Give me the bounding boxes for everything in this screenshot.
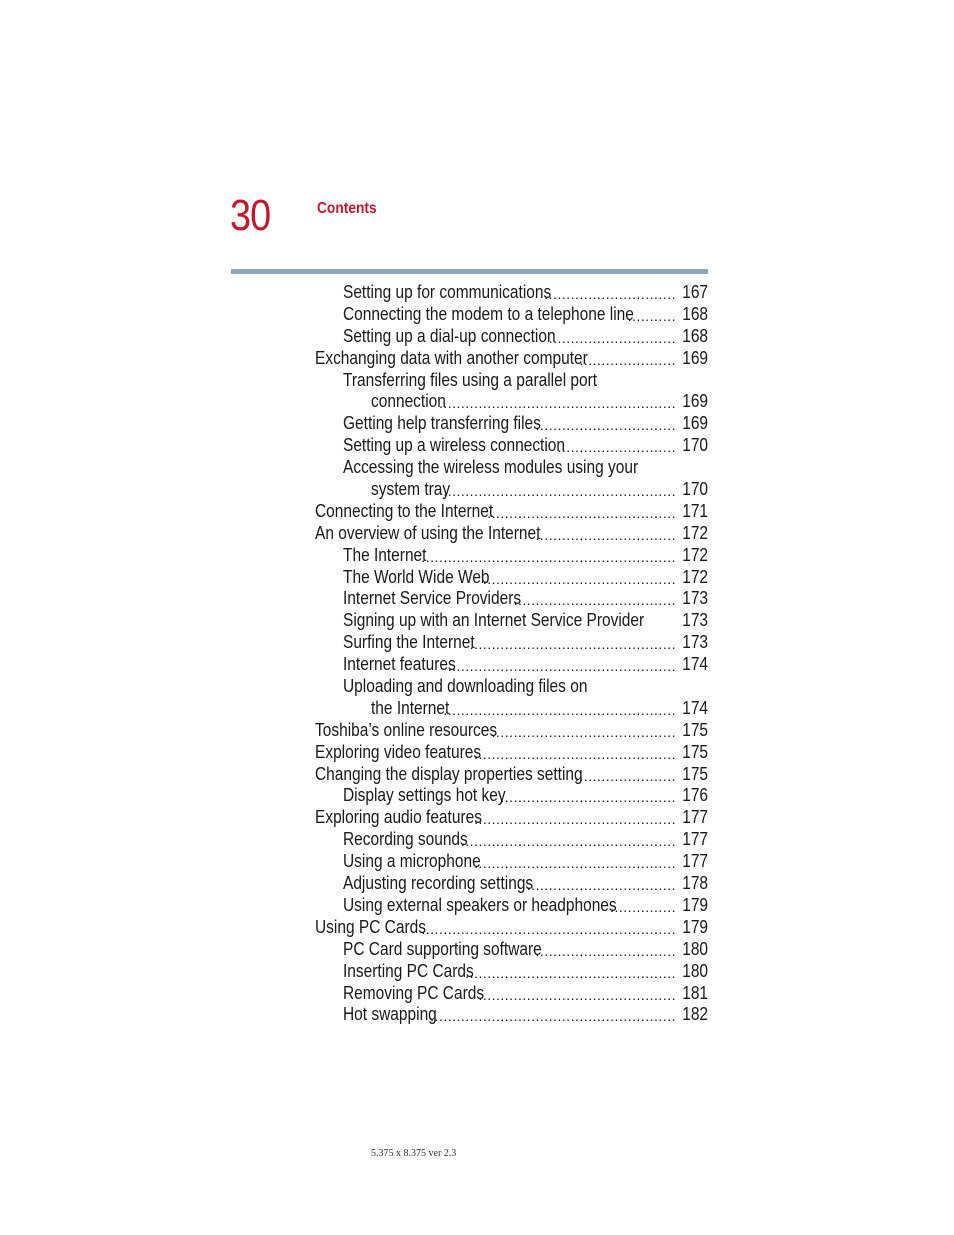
- dot-leader: .....................................: [513, 592, 676, 609]
- toc-entry-title: connection: [371, 391, 446, 412]
- dot-leader: ..........................................................: [421, 920, 676, 937]
- dot-leader: ................................: [535, 417, 676, 434]
- toc-entry[interactable]: [315, 895, 708, 917]
- dot-leader: ........................................: [500, 789, 676, 806]
- toc-entry-page-number: 170: [682, 435, 708, 456]
- header-rule: [231, 269, 708, 274]
- toc-entry-title: Exploring audio features: [315, 807, 482, 828]
- dot-leader: ...........: [627, 307, 676, 324]
- toc-entry-page-number: 169: [682, 391, 708, 412]
- toc-entry-title: An overview of using the Internet: [315, 522, 541, 543]
- footer-note: 5.375 x 8.375 ver 2.3: [371, 1148, 457, 1159]
- toc-entry[interactable]: [315, 567, 708, 589]
- dot-leader: .......................: [575, 767, 676, 784]
- toc-entry[interactable]: [315, 326, 708, 348]
- toc-entry-title: Using PC Cards: [315, 916, 426, 937]
- dot-leader: .................................................: [460, 833, 676, 850]
- toc-entry[interactable]: [315, 1004, 708, 1026]
- dot-leader: .....................................................: [443, 701, 676, 718]
- toc-entry-title: PC Card supporting software: [343, 938, 542, 959]
- toc-entry-title: Recording sounds: [343, 829, 468, 850]
- dot-leader: ........................................................: [430, 1008, 676, 1025]
- dot-leader: ............................................: [482, 570, 676, 587]
- toc-entry-page-number: 174: [682, 697, 708, 718]
- toc-entry-page-number: 173: [682, 588, 708, 609]
- toc-entry-title: Hot swapping: [343, 1004, 437, 1025]
- toc-entry-title: Display settings hot key: [343, 785, 506, 806]
- dot-leader: ..................................: [526, 877, 676, 894]
- dot-leader: ....................................................: [447, 658, 676, 675]
- toc-entry-title: Setting up a wireless connection: [343, 435, 566, 456]
- dot-leader: ...............: [610, 898, 676, 915]
- toc-entry[interactable]: [315, 654, 708, 676]
- toc-entry-title: Removing PC Cards: [343, 982, 485, 1003]
- dot-leader: ......................: [579, 351, 676, 368]
- toc-entry[interactable]: [315, 435, 708, 457]
- toc-entry-page-number: 177: [682, 829, 708, 850]
- toc-entry-title: The World Wide Web: [343, 566, 490, 587]
- dot-leader: ...........................................: [487, 504, 676, 521]
- toc-entry[interactable]: [315, 829, 708, 851]
- toc-entry-title: Using a microphone: [343, 851, 481, 872]
- toc-entry[interactable]: [315, 698, 708, 720]
- toc-entry-page-number: 168: [682, 303, 708, 324]
- toc-entry-page-number: 181: [682, 982, 708, 1003]
- dot-leader: .............................................: [478, 986, 676, 1003]
- toc-entry-page-number: 173: [682, 610, 708, 631]
- dot-leader: ..............................................: [474, 811, 676, 828]
- toc-entry[interactable]: [315, 413, 708, 435]
- toc-entry-page-number: 171: [682, 500, 708, 521]
- dot-leader: ................................................: [465, 964, 676, 981]
- toc-entry[interactable]: [315, 632, 708, 654]
- toc-entry-page-number: 168: [682, 325, 708, 346]
- toc-entry-page-number: 182: [682, 1004, 708, 1025]
- toc-entry[interactable]: [315, 720, 708, 742]
- toc-entry[interactable]: [315, 807, 708, 829]
- dot-leader: ..............................................: [474, 855, 676, 872]
- toc-entry-page-number: 177: [682, 851, 708, 872]
- toc-entry-title: Toshiba’s online resources: [315, 719, 498, 740]
- toc-entry-page-number: 180: [682, 938, 708, 959]
- toc-entry[interactable]: [315, 764, 708, 786]
- toc-entry-title: Setting up for communications: [343, 282, 552, 302]
- toc-entry-title: Transferring files using a parallel port: [343, 369, 598, 390]
- toc-entry[interactable]: [315, 282, 708, 304]
- toc-entry-page-number: 167: [682, 282, 708, 302]
- toc-entry-page-number: 175: [682, 763, 708, 784]
- dot-leader: .............................: [548, 329, 676, 346]
- toc-entry[interactable]: [315, 873, 708, 895]
- toc-entry-title: the Internet: [371, 697, 450, 718]
- toc-entry[interactable]: [315, 851, 708, 873]
- toc-entry[interactable]: [315, 304, 708, 326]
- toc-entry-title: system tray: [371, 479, 451, 500]
- toc-entry-page-number: 175: [682, 741, 708, 762]
- toc-entry-title: Connecting to the Internet: [315, 500, 494, 521]
- toc-entry[interactable]: [315, 348, 708, 370]
- toc-entry-page-number: 173: [682, 632, 708, 653]
- dot-leader: ..........................................................: [421, 548, 676, 565]
- toc-entry[interactable]: [315, 501, 708, 523]
- toc-entry[interactable]: [315, 523, 708, 545]
- toc-entry-title: Connecting the modem to a telephone line: [343, 303, 634, 324]
- toc-entry[interactable]: [315, 479, 708, 501]
- toc-entry-page-number: 172: [682, 566, 708, 587]
- table-of-contents: [315, 282, 708, 1026]
- toc-entry-page-number: 174: [682, 654, 708, 675]
- toc-entry[interactable]: [315, 983, 708, 1005]
- toc-entry-page-number: 176: [682, 785, 708, 806]
- toc-entry-page-number: 175: [682, 719, 708, 740]
- toc-entry[interactable]: [315, 742, 708, 764]
- toc-entry-page-number: 179: [682, 916, 708, 937]
- dot-leader: ......................................................: [438, 395, 676, 412]
- toc-entry[interactable]: [315, 939, 708, 961]
- toc-entry-page-number: 179: [682, 894, 708, 915]
- page-number: 30: [230, 191, 271, 240]
- dot-leader: ..............................................: [474, 745, 676, 762]
- toc-entry-page-number: 180: [682, 960, 708, 981]
- dot-leader: ................................: [535, 942, 676, 959]
- section-title: Contents: [317, 200, 377, 217]
- toc-entry-title: Accessing the wireless modules using your: [343, 457, 639, 478]
- toc-entry[interactable]: [315, 917, 708, 939]
- toc-entry-title: Surfing the Internet: [343, 632, 475, 653]
- toc-entry[interactable]: [315, 610, 708, 632]
- toc-entry-title: The Internet: [343, 544, 427, 565]
- toc-entry[interactable]: [315, 785, 708, 807]
- toc-entry-page-number: 172: [682, 522, 708, 543]
- toc-entry-title: Internet features: [343, 654, 456, 675]
- toc-entry-title: Setting up a dial-up connection: [343, 325, 556, 346]
- dot-leader: ..............................: [544, 286, 676, 302]
- toc-entry-title: Uploading and downloading files on: [343, 676, 588, 697]
- dot-leader: .....................................................: [443, 483, 676, 500]
- toc-entry[interactable]: [315, 391, 708, 413]
- dot-leader: ...............................................: [469, 636, 676, 653]
- toc-entry-page-number: 170: [682, 479, 708, 500]
- toc-entry-title: Getting help transferring files: [343, 413, 541, 434]
- toc-entry-page-number: 172: [682, 544, 708, 565]
- toc-entry-title: Inserting PC Cards: [343, 960, 474, 981]
- toc-entry-title: Changing the display properties setting: [315, 763, 583, 784]
- toc-entry-title: Using external speakers or headphones: [343, 894, 617, 915]
- toc-entry[interactable]: [315, 961, 708, 983]
- dot-leader: ..........................................: [491, 723, 676, 740]
- toc-entry-page-number: 177: [682, 807, 708, 828]
- toc-entry[interactable]: [315, 370, 708, 392]
- toc-entry-title: Exchanging data with another computer: [315, 347, 588, 368]
- toc-entry[interactable]: [315, 588, 708, 610]
- dot-leader: ................................: [535, 526, 676, 543]
- toc-entry[interactable]: [315, 545, 708, 567]
- dot-leader: ...........................: [557, 439, 676, 456]
- toc-entry-page-number: 169: [682, 413, 708, 434]
- toc-entry[interactable]: [315, 457, 708, 479]
- toc-entry-title: Signing up with an Internet Service Provider: [343, 610, 645, 631]
- toc-entry-page-number: 178: [682, 873, 708, 894]
- toc-entry[interactable]: [315, 676, 708, 698]
- toc-entry-title: Exploring video features: [315, 741, 482, 762]
- toc-entry-page-number: 169: [682, 347, 708, 368]
- toc-entry-title: Adjusting recording settings: [343, 873, 534, 894]
- toc-entry-title: Internet Service Providers: [343, 588, 522, 609]
